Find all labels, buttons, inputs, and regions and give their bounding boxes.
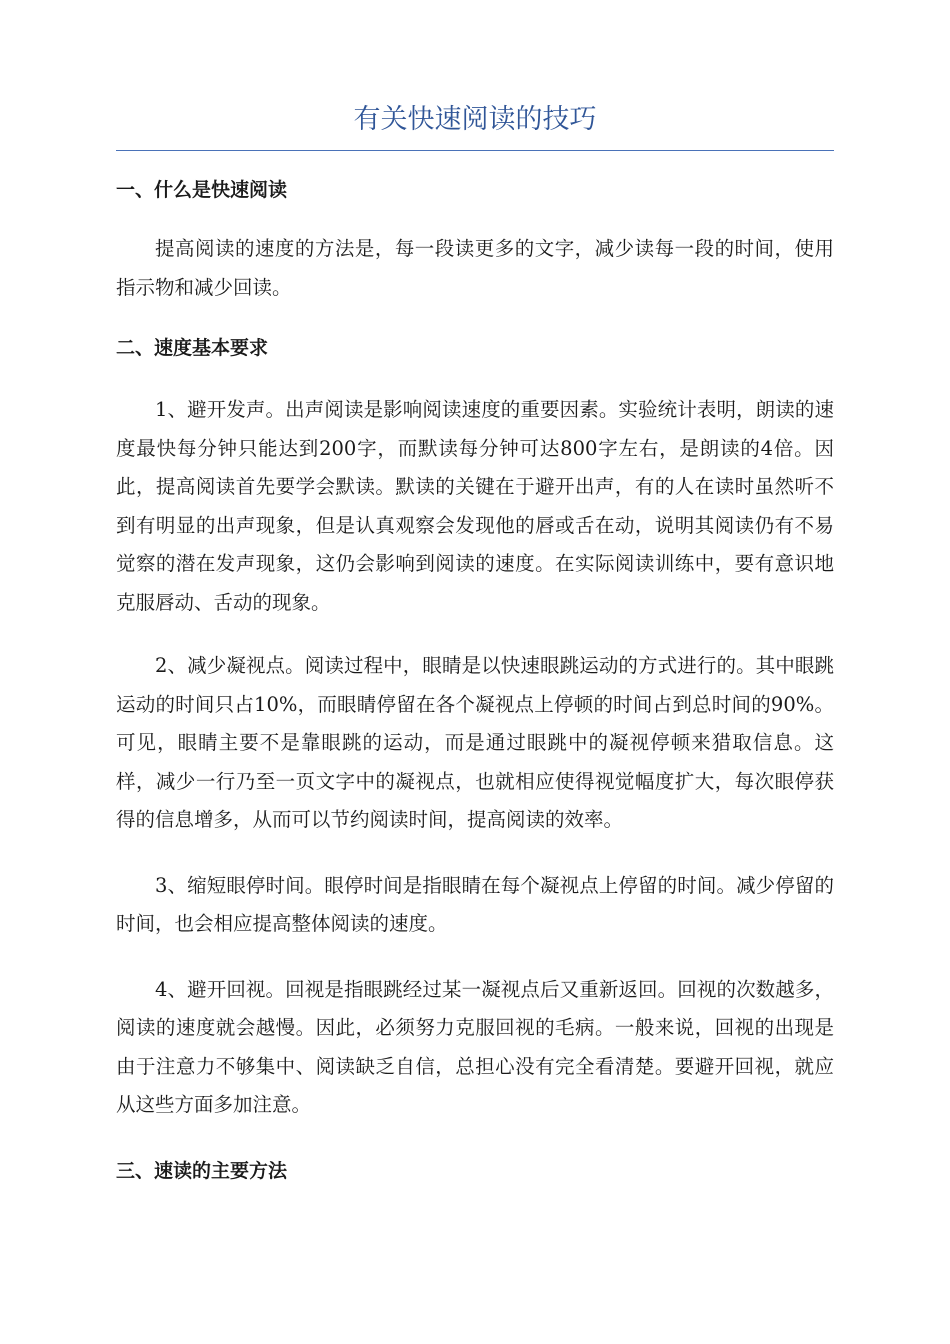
paragraph-definition: 提高阅读的速度的方法是，每一段读更多的文字，减少读每一段的时间，使用指示物和减少回读。 xyxy=(116,237,834,299)
paragraph-shorten-fixation-time: 3、缩短眼停时间。眼停时间是指眼睛在每个凝视点上停留的时间。减少停留的时间，也会相应提高整体阅读的速度。 xyxy=(116,873,834,935)
document-title: 有关快速阅读的技巧 xyxy=(116,100,834,151)
document-page xyxy=(116,100,834,1186)
section-heading-main-methods: 三、速读的主要方法 xyxy=(116,1159,288,1182)
section-heading-what-is-speed-reading: 一、什么是快速阅读 xyxy=(116,179,288,201)
section-heading-speed-requirements: 二、速度基本要求 xyxy=(116,337,269,359)
paragraph-avoid-regression: 4、避开回视。回视是指眼跳经过某一凝视点后又重新返回。回视的次数越多，阅读的速度就会越慢。因此，必须努力克服回视的毛病。一般来说，回视的出现是由于注意力不够集中、阅读缺乏自信，总担心没有完全看清楚。要避开回视，就应从这些方面多加注意。 xyxy=(116,977,834,1116)
paragraph-reduce-fixations: 2、减少凝视点。阅读过程中，眼睛是以快速眼跳运动的方式进行的。其中眼跳运动的时间只占10%，而眼睛停留在各个凝视点上停顿的时间占到总时间的90%。可见，眼睛主要不是靠眼跳的运动，而是通过眼跳中的凝视停顿来猎取信息。这样，减少一行乃至一页文字中的凝视点，也就相应使得视觉幅度扩大，每次眼停获得的信息增多，从而可以节约阅读时间，提高阅读的效率。 xyxy=(116,654,834,831)
paragraph-avoid-vocalizing: 1、避开发声。出声阅读是影响阅读速度的重要因素。实验统计表明，朗读的速度最快每分钟只能达到200字，而默读每分钟可达800字左右，是朗读的4倍。因此，提高阅读首先要学会默读。默读的关键在于避开出声，有的人在读时虽然听不到有明显的出声现象，但是认真观察会发现他的唇或舌在动，说明其阅读仍有不易觉察的潜在发声现象，这仍会影响到阅读的速度。在实际阅读训练中，要有意识地克服唇动、舌动的现象。 xyxy=(116,398,834,614)
